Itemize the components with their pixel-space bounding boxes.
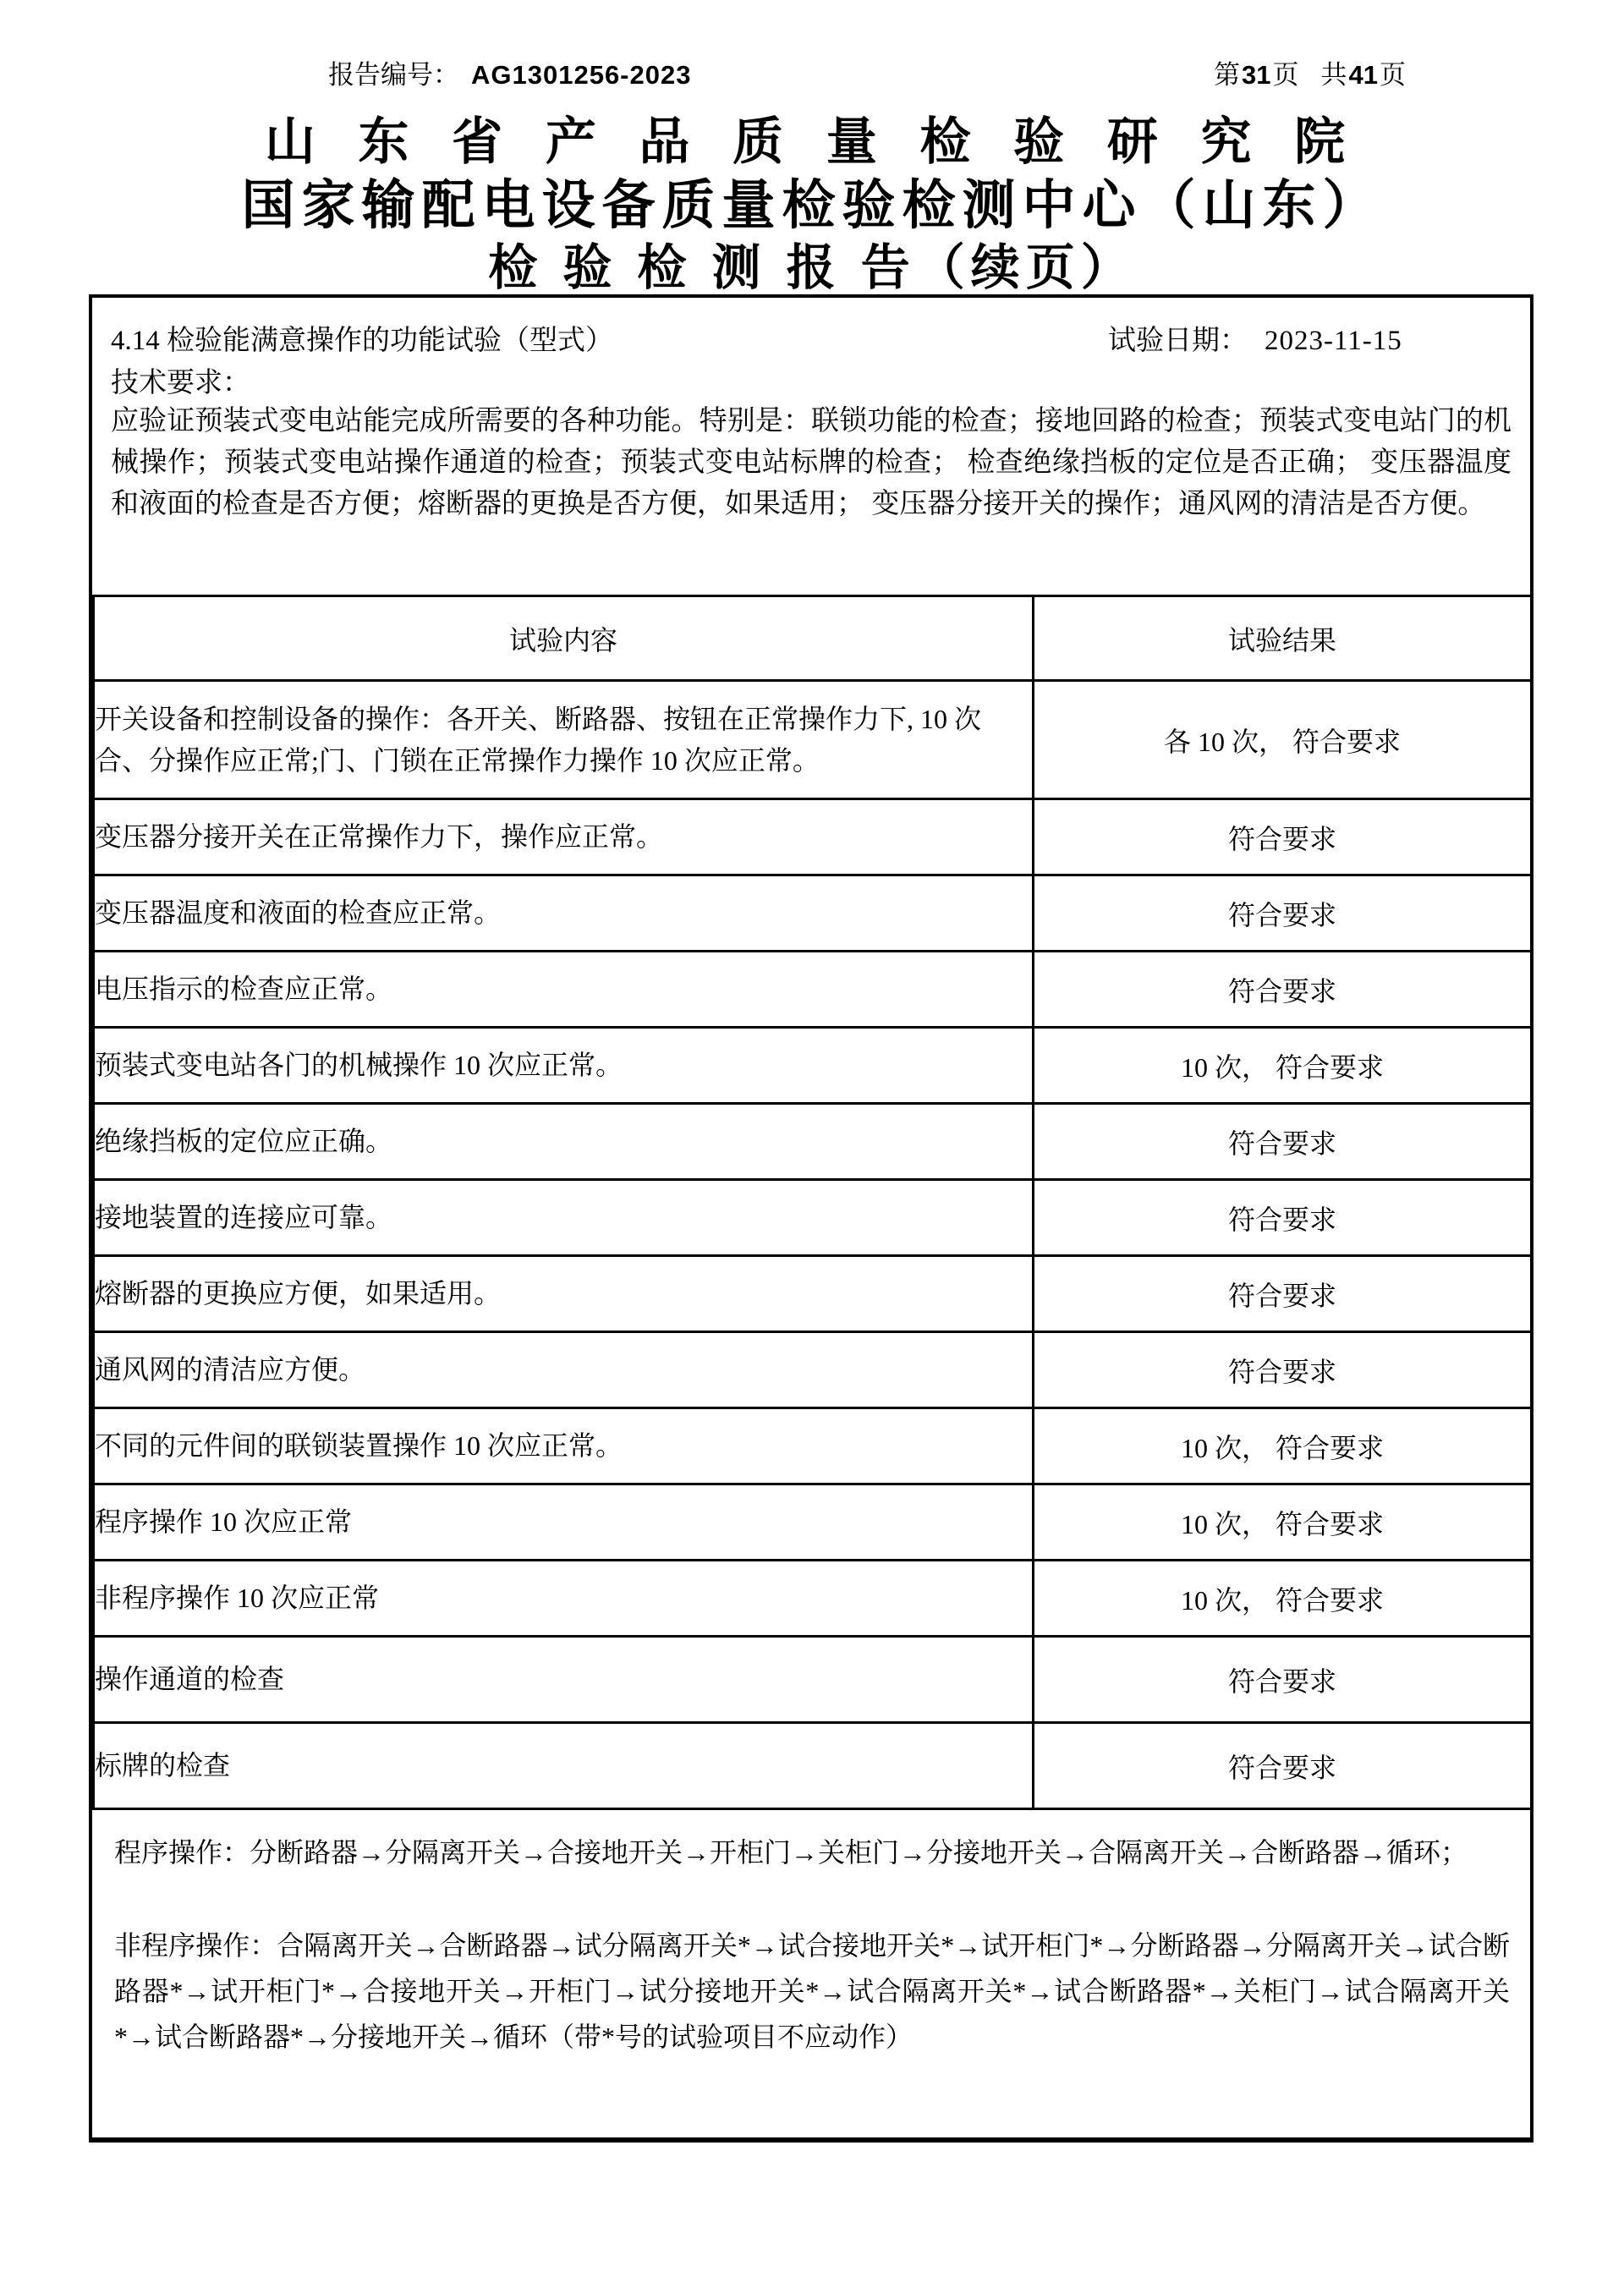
footnotes (92, 1808, 1530, 2060)
report-number (328, 59, 691, 91)
col-header-test-result: 试验结果 (1034, 596, 1532, 681)
report-number-value: AG1301256-2023 (471, 60, 692, 90)
test-result-cell: 10 次， 符合要求 (1034, 1028, 1532, 1104)
test-result-cell: 10 次， 符合要求 (1034, 1408, 1532, 1484)
table-row (94, 1332, 1532, 1408)
table-row (94, 1028, 1532, 1104)
table-header-row (94, 596, 1532, 681)
table-row (94, 875, 1532, 952)
table-row (94, 952, 1532, 1028)
test-content-cell: 预装式变电站各门的机械操作 10 次应正常。 (94, 1028, 1034, 1104)
tech-req-label: 技术要求： (111, 368, 250, 398)
test-result-cell: 10 次， 符合要求 (1034, 1561, 1532, 1637)
test-content-cell: 电压指示的检查应正常。 (94, 952, 1034, 1028)
report-body-box (89, 294, 1533, 2143)
page-header (328, 59, 1406, 91)
total-page-number: 41 (1348, 60, 1378, 90)
page-word-1: 第 (1214, 60, 1241, 90)
test-date (1108, 318, 1402, 358)
test-content-cell: 绝缘挡板的定位应正确。 (94, 1104, 1034, 1180)
test-result-cell: 符合要求 (1034, 1637, 1532, 1723)
table-row (94, 1104, 1532, 1180)
test-result-cell: 符合要求 (1034, 875, 1532, 952)
test-content-cell: 熔断器的更换应方便，如果适用。 (94, 1256, 1034, 1332)
clause-title: 4.14 检验能满意操作的功能试验（型式） (111, 326, 613, 356)
test-content-cell: 通风网的清洁应方便。 (94, 1332, 1034, 1408)
report-title-line3: 检 验 检 测 报 告（续页） (488, 240, 1136, 295)
org-title-line2: 国家输配电设备质量检验检测中心（山东） (241, 176, 1383, 235)
test-content-cell: 接地装置的连接应可靠。 (94, 1180, 1034, 1256)
test-content-cell: 非程序操作 10 次应正常 (94, 1561, 1034, 1637)
table-row (94, 1256, 1532, 1332)
test-result-cell: 符合要求 (1034, 799, 1532, 875)
col-header-test-content: 试验内容 (94, 596, 1034, 681)
report-number-label: 报告编号： (328, 60, 459, 90)
page-word-2: 页 (1272, 60, 1299, 90)
test-result-cell: 符合要求 (1034, 952, 1532, 1028)
table-row (94, 1561, 1532, 1637)
test-result-cell: 10 次， 符合要求 (1034, 1484, 1532, 1561)
test-content-cell: 程序操作 10 次应正常 (94, 1484, 1034, 1561)
table-row (94, 799, 1532, 875)
page-number: 31 (1242, 60, 1271, 90)
test-table-body (94, 681, 1532, 1809)
table-row (94, 681, 1532, 799)
table-row (94, 1484, 1532, 1561)
test-result-cell: 符合要求 (1034, 1256, 1532, 1332)
test-content-cell: 操作通道的检查 (94, 1637, 1034, 1723)
test-content-cell: 开关设备和控制设备的操作：各开关、断路器、按钮在正常操作力下, 10 次合、分操作应正常;门、门锁在正常操作力操作 10 次应正常。 (94, 681, 1034, 799)
test-table (92, 595, 1533, 1810)
table-row (94, 1180, 1532, 1256)
test-content-cell: 标牌的检查 (94, 1723, 1034, 1809)
test-date-label: 试验日期： (1108, 326, 1248, 356)
test-date-value: 2023-11-15 (1265, 326, 1402, 356)
test-content-cell: 变压器分接开关在正常操作力下，操作应正常。 (94, 799, 1034, 875)
non-program-operation-note: 非程序操作：合隔离开关→合断路器→试分隔离开关*→试合接地开关*→试开柜门*→分断路器→分隔离开关→试合断路器*→试开柜门*→合接地开关→开柜门→试分接地开关*→试合隔离开关*→试合断路器*→关柜门→试合隔离开关*→试合断路器*→分接地开关→循环（带*号的试验项目不应动作） (114, 1930, 1510, 2052)
tech-req-body: 应验证预装式变电站能完成所需要的各种功能。特别是：联锁功能的检查；接地回路的检查；预装式变电站门的机械操作；预装式变电站操作通道的检查；预装式变电站标牌的检查； 检查绝缘挡板的定位是否正确； 变压器温度和液面的检查是否方便；熔断器的更换是否方便，如果适用； 变压器分接开关的操作；通风网的清洁是否方便。 (111, 406, 1512, 519)
test-content-cell: 不同的元件间的联锁装置操作 10 次应正常。 (94, 1408, 1034, 1484)
clause-row (111, 318, 1513, 355)
total-word-1: 共 (1320, 60, 1347, 90)
program-operation-note: 程序操作：分断路器→分隔离开关→合接地开关→开柜门→关柜门→分接地开关→合隔离开关→合断路器→循环； (114, 1837, 1468, 1868)
test-result-cell: 符合要求 (1034, 1723, 1532, 1809)
test-result-cell: 符合要求 (1034, 1104, 1532, 1180)
org-title-line1: 山 东 省 产 品 质 量 检 验 研 究 院 (264, 113, 1360, 170)
table-row (94, 1723, 1532, 1809)
table-row (94, 1637, 1532, 1723)
table-row (94, 1408, 1532, 1484)
test-result-cell: 符合要求 (1034, 1332, 1532, 1408)
total-word-2: 页 (1380, 60, 1406, 90)
test-result-cell: 符合要求 (1034, 1180, 1532, 1256)
test-result-cell: 各 10 次， 符合要求 (1034, 681, 1532, 799)
test-content-cell: 变压器温度和液面的检查应正常。 (94, 875, 1034, 952)
page-indicator (1214, 59, 1406, 91)
